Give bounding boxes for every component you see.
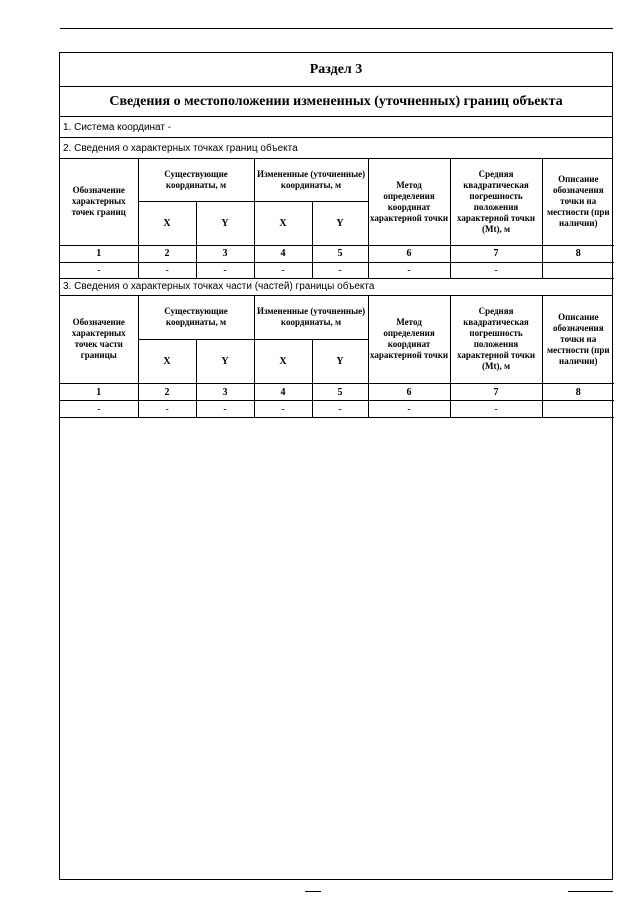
cell-designation: - — [60, 401, 138, 418]
header-changed-x: X — [254, 201, 312, 245]
header-method: Метод определения координат характерной точки — [368, 159, 450, 245]
part-boundary-points-table — [60, 296, 614, 419]
column-number: 2 — [138, 245, 196, 262]
cell-method: - — [368, 401, 450, 418]
cell-existing-y: - — [196, 401, 254, 418]
section-title: Раздел 3 — [60, 53, 612, 87]
cell-method: - — [368, 262, 450, 278]
cell-existing-x: - — [138, 401, 196, 418]
cell-changed-x: - — [254, 262, 312, 278]
header-existing-coords: Существующие координаты, м — [138, 296, 254, 340]
header-method: Метод определения координат характерной точки — [368, 296, 450, 384]
cell-changed-x: - — [254, 401, 312, 418]
column-number: 7 — [450, 384, 542, 401]
column-number: 5 — [312, 384, 368, 401]
header-existing-y: Y — [196, 201, 254, 245]
cell-description — [542, 401, 614, 418]
column-number: 8 — [542, 245, 614, 262]
header-changed-coords: Измененные (уточненные) координаты, м — [254, 159, 368, 201]
table-row — [60, 401, 614, 418]
header-existing-x: X — [138, 340, 196, 384]
column-number: 3 — [196, 245, 254, 262]
column-number: 1 — [60, 245, 138, 262]
header-designation: Обозначение характерных точек границ — [60, 159, 138, 245]
column-number: 5 — [312, 245, 368, 262]
cell-existing-x: - — [138, 262, 196, 278]
table-row — [60, 262, 614, 278]
cell-existing-y: - — [196, 262, 254, 278]
top-rule — [60, 28, 613, 29]
header-changed-y: Y — [312, 340, 368, 384]
header-changed-x: X — [254, 340, 312, 384]
section-frame — [59, 52, 613, 880]
column-number: 8 — [542, 384, 614, 401]
column-number: 4 — [254, 245, 312, 262]
table1-caption: 2. Сведения о характерных точках границ объекта — [60, 138, 612, 159]
column-numbers-row — [60, 245, 614, 262]
header-changed-y: Y — [312, 201, 368, 245]
cell-changed-y: - — [312, 262, 368, 278]
column-number: 1 — [60, 384, 138, 401]
cell-changed-y: - — [312, 401, 368, 418]
header-error: Средняя квадратическая погрешность положения характерной точки (Mt), м — [450, 159, 542, 245]
header-existing-x: X — [138, 201, 196, 245]
document-title: Сведения о местоположении измененных (уточненных) границ объекта — [60, 87, 612, 117]
column-number: 3 — [196, 384, 254, 401]
header-existing-coords: Существующие координаты, м — [138, 159, 254, 201]
cell-error: - — [450, 262, 542, 278]
header-designation: Обозначение характерных точек части границы — [60, 296, 138, 384]
header-description: Описание обозначения точки на местности (при наличии) — [542, 159, 614, 245]
column-number: 4 — [254, 384, 312, 401]
footer-mark-center — [305, 891, 321, 892]
column-number: 2 — [138, 384, 196, 401]
column-number: 6 — [368, 384, 450, 401]
footer-mark-right — [568, 891, 613, 892]
header-changed-coords: Измененные (уточненные) координаты, м — [254, 296, 368, 340]
column-number: 7 — [450, 245, 542, 262]
cell-designation: - — [60, 262, 138, 278]
coordinate-system: 1. Система координат - — [60, 117, 612, 138]
column-numbers-row — [60, 384, 614, 401]
boundary-points-table — [60, 159, 614, 279]
table2-caption: 3. Сведения о характерных точках части (частей) границы объекта — [60, 279, 612, 296]
header-existing-y: Y — [196, 340, 254, 384]
header-description: Описание обозначения точки на местности (при наличии) — [542, 296, 614, 384]
header-error: Средняя квадратическая погрешность положения характерной точки (Mt), м — [450, 296, 542, 384]
cell-error: - — [450, 401, 542, 418]
column-number: 6 — [368, 245, 450, 262]
cell-description — [542, 262, 614, 278]
